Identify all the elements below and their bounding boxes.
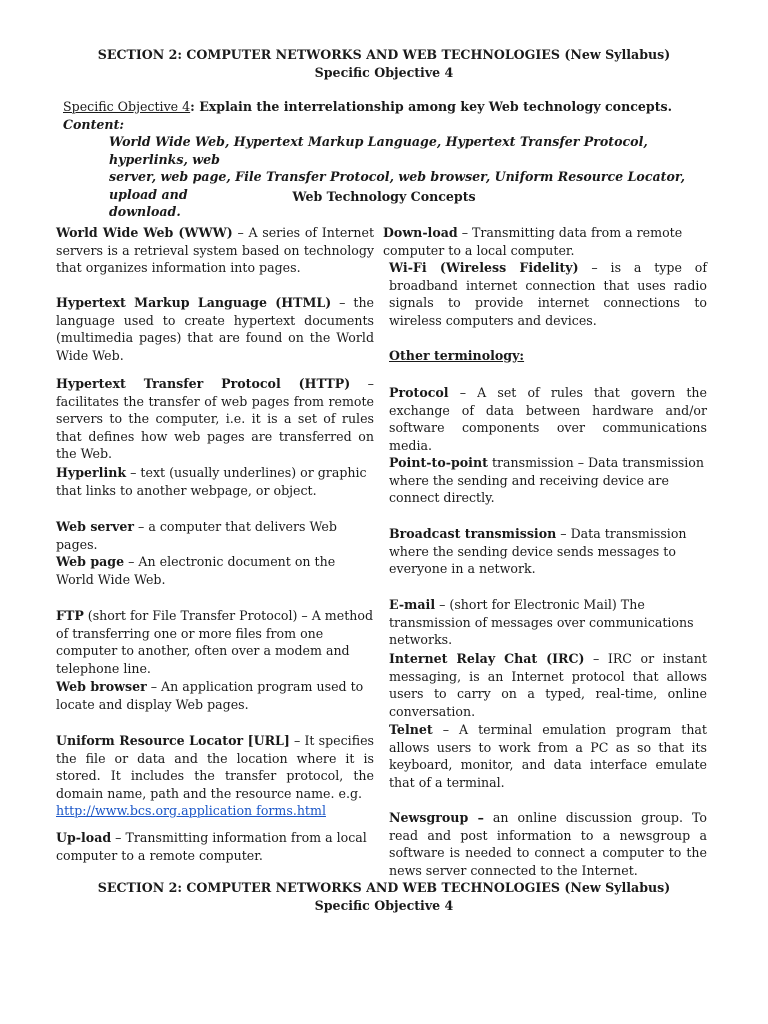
term-definition: – the language used to create hypertext documents (multimedia pages) that are found on the World Wide Web. [56, 295, 375, 363]
term-label: Web page [56, 554, 125, 569]
objective-text: Explain the interrelationship among key Web technology concepts. [194, 99, 673, 114]
objective-content-line-4: download. [109, 204, 181, 219]
term-definition: – IRC or instant messaging, is an Internet protocol that allows users to carry on a typed, real-time, online conversation. [389, 651, 707, 719]
term-definition: – It specifies the file or data and the location where it is stored. It includes the transfer protocol, the domain name, path and the resource name. e.g. [56, 733, 375, 801]
term-definition: (short for File Transfer Protocol) – A method of transferring one or more files from one computer to another, often over a modem and telephone line. [56, 608, 374, 676]
page-header [0, 46, 768, 81]
term-definition: – An electronic document on the World Wide Web. [56, 554, 336, 587]
term-label: Web server [56, 519, 135, 534]
footer-section-subtitle: Specific Objective 4 [314, 897, 454, 913]
term-definition: – A terminal emulation program that allows users to work from a PC as so that its keyboard, monitor, and data interface emulate that of a terminal. [389, 722, 707, 790]
term-definition: – A series of Internet servers is a retrieval system based on technology that organizes information into pages. [56, 225, 375, 275]
term-broadcast [389, 525, 707, 578]
term-label: World Wide Web (WWW) [56, 225, 233, 240]
term-newsgroup [389, 809, 707, 879]
term-label: Telnet [389, 722, 433, 737]
term-www [56, 224, 374, 277]
objective-content-line-3: server, web page, File Transfer Protocol, web browser, Uniform Resource Locator, upload and [109, 169, 685, 202]
term-label: Protocol [389, 385, 449, 400]
term-definition: – facilitates the transfer of web pages from remote servers to the computer, i.e. it is a set of rules that defines how web pages are transferred on the Web. [56, 376, 374, 461]
term-point-to-point [389, 454, 707, 507]
page-footer-header [0, 879, 768, 914]
term-email [389, 596, 707, 649]
objective-content-label: Content: [63, 116, 125, 132]
term-label: Uniform Resource Locator [URL] [56, 733, 290, 748]
term-definition: – text (usually underlines) or graphic that links to another webpage, or object. [56, 465, 367, 498]
term-label: Wi-Fi (Wireless Fidelity) [389, 260, 579, 275]
section-heading: Web Technology Concepts [292, 189, 476, 204]
other-terminology-heading [389, 347, 707, 365]
term-definition: – Transmitting information from a local computer to a remote computer. [56, 830, 367, 863]
term-irc [389, 650, 707, 720]
term-definition: – Transmitting data from a remote computer to a local computer. [383, 225, 683, 258]
term-protocol [389, 384, 707, 454]
term-definition: – An application program used to locate and display Web pages. [56, 679, 364, 712]
term-label: Newsgroup – [389, 810, 484, 825]
term-label: E-mail [389, 597, 436, 612]
term-label: Internet Relay Chat (IRC) [389, 651, 585, 666]
term-definition: – (short for Electronic Mail) The transmission of messages over communications networks. [389, 597, 694, 647]
term-label: Hyperlink [56, 465, 127, 480]
term-label: Hypertext Transfer Protocol (HTTP) [56, 376, 351, 391]
term-definition: transmission – Data transmission where the sending and receiving device are connect directly. [389, 455, 704, 505]
objective-colon: : [190, 99, 195, 114]
term-download [383, 224, 683, 259]
term-label: Hypertext Markup Language (HTML) [56, 295, 332, 310]
term-label: FTP [56, 608, 84, 623]
term-definition: – a computer that delivers Web pages. [56, 519, 337, 552]
objective-content-line-2: World Wide Web, Hypertext Markup Language, Hypertext Transfer Protocol, hyperlinks, web [109, 134, 648, 167]
term-label: Broadcast transmission [389, 526, 557, 541]
term-label: Up-load [56, 830, 112, 845]
term-label: Web browser [56, 679, 147, 694]
objective-label: Specific Objective 4 [63, 99, 191, 114]
term-definition: an online discussion group. To read and post information to a newsgroup a software is needed to connect a computer to the news server connected to the Internet. [389, 810, 707, 878]
term-web-browser [56, 678, 374, 713]
term-ftp [56, 607, 374, 677]
term-html [56, 294, 374, 364]
section-title: SECTION 2: COMPUTER NETWORKS AND WEB TECHNOLOGIES (New Syllabus) [97, 47, 671, 62]
heading-label: Other terminology: [389, 348, 525, 363]
term-web-server [56, 518, 374, 553]
section-subtitle: Specific Objective 4 [314, 64, 454, 80]
term-hyperlink [56, 464, 374, 499]
term-http [56, 375, 374, 463]
term-definition: – A set of rules that govern the exchange of data between hardware and/or software components over communications media. [389, 385, 707, 453]
footer-section-title: SECTION 2: COMPUTER NETWORKS AND WEB TECHNOLOGIES (New Syllabus) [97, 880, 671, 895]
term-definition: – Data transmission where the sending device sends messages to everyone in a network. [389, 526, 687, 576]
example-url-link[interactable]: http://www.bcs.org.application forms.html [56, 803, 326, 818]
term-label: Down-load [383, 225, 458, 240]
term-upload [56, 829, 374, 864]
term-definition: – is a type of broadband internet connection that uses radio signals to provide internet connections to wireless computers and devices. [389, 260, 708, 328]
term-label: Point-to-point [389, 455, 488, 470]
term-wifi [389, 259, 707, 329]
term-web-page [56, 553, 374, 588]
term-telnet [389, 721, 707, 791]
term-url [56, 732, 374, 820]
